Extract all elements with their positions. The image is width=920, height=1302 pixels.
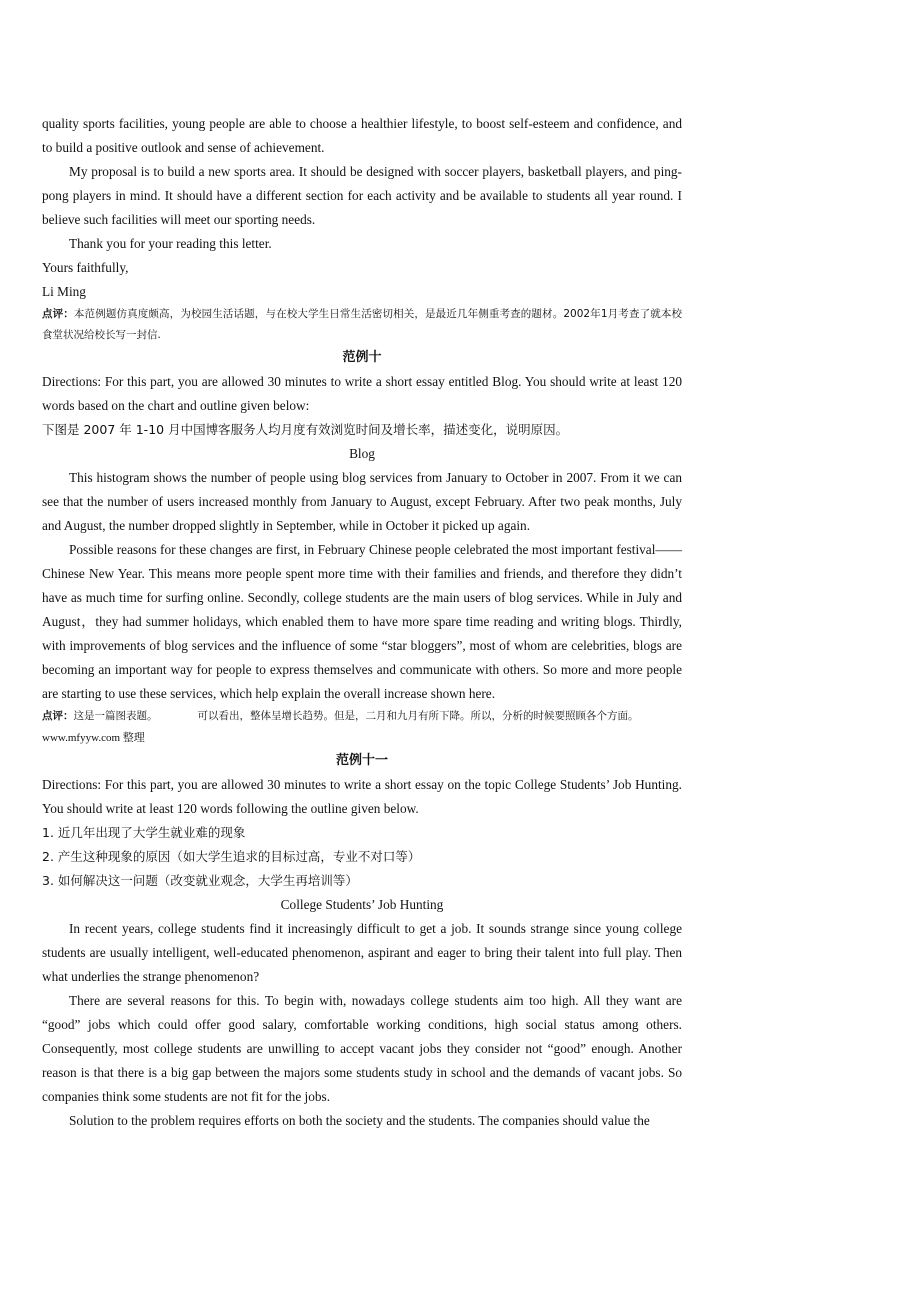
example-11-paragraph-1: In recent years, college students find it increasingly difficult to get a job. It sounds strange since young college students are usually intelligent, well-educated phenomenon, aspirant and eager to bring their talent into full play. Then what underlies the strange phenomenon?: [42, 921, 682, 984]
comment-example-10: [42, 706, 682, 727]
proposal-paragraph: My proposal is to build a new sports area. It should be designed with soccer players, basketball players, and ping-pong players in mind. It should have a different section for each activity and be available to students all year round. I believe such facilities will meet our sporting needs.: [42, 164, 682, 227]
document-page: [42, 112, 682, 1133]
example-10-paragraph-1: This histogram shows the number of people using blog services from January to October in 2007. From it we can see that the number of users increased monthly from January to August, except February. After two peak months, July and August, the number dropped slightly in September, while in October it picked up again.: [42, 470, 682, 533]
closing-line: Yours faithfully,: [42, 260, 129, 275]
comment-label: 点评：: [42, 710, 74, 722]
comment-text-b: 可以看出，整体呈增长趋势。但是，二月和九月有所下降。所以，分析的时候要照顾各个方面。: [197, 710, 639, 722]
example-11-directions: Directions: For this part, you are allowed 30 minutes to write a short essay on the topic College Students’ Job Hunting. You should write at least 120 words following the outline given below.: [42, 777, 682, 816]
source-line: www.mfyyw.com 整理: [42, 732, 145, 744]
thanks-line: Thank you for your reading this letter.: [69, 236, 272, 251]
outline-item: 3. 如何解决这一问题（改变就业观念，大学生再培训等）: [42, 873, 358, 888]
example-10-chinese-prompt: 下图是 2007 年 1-10 月中国博客服务人均月度有效浏览时间及增长率，描述变化，说明原因。: [42, 422, 569, 437]
intro-paragraph-end: quality sports facilities, young people are able to choose a healthier lifestyle, to boost self-esteem and confidence, and to build a positive outlook and sense of achievement.: [42, 116, 682, 155]
comment-text: 本范例题仿真度颇高，为校园生活话题，与在校大学生日常生活密切相关，是最近几年侧重考查的题材。2002年1月考查了就本校食堂状况给校长写一封信.: [42, 308, 682, 341]
example-11-paragraph-2: There are several reasons for this. To begin with, nowadays college students aim too high. All they want are “good” jobs which could offer good salary, comfortable working conditions, high social status among others. Consequently, most college students are unwilling to accept vacant jobs they consider not “good” enough. Another reason is that there is a big gap between the majors some students study in school and the demands of vacant jobs. So companies think some students are not fit for the jobs.: [42, 993, 682, 1104]
example-11-essay-title: College Students’ Job Hunting: [280, 897, 444, 912]
outline-item: 1. 近几年出现了大学生就业难的现象: [42, 825, 246, 840]
comment-label: 点评：: [42, 308, 74, 320]
example-10-paragraph-2: Possible reasons for these changes are first, in February Chinese people celebrated the most important festival——Chinese New Year. This means more people spent more time with their families and friends, and therefore they didn’t have as much time for surfing online. Secondly, college students are the main users of blog services. While in July and August，they had summer holidays, which enabled them to have more spare time reading and writing blogs. Thirdly, with improvements of blog services and the influence of some “star bloggers”, most of whom are celebrities, blogs are becoming an important way for people to express themselves and communicate with others. So more and more people are starting to use these services, which help explain the overall increase shown here.: [42, 542, 682, 701]
comment-example-9: [42, 304, 682, 346]
example-11-paragraph-3: Solution to the problem requires efforts on both the society and the students. The companies should value the: [69, 1113, 650, 1128]
example-10-essay-title: Blog: [349, 446, 375, 461]
outline-item: 2. 产生这种现象的原因（如大学生追求的目标过高，专业不对口等）: [42, 849, 421, 864]
example-10-heading: 范例十: [342, 350, 382, 365]
signature-line: Li Ming: [42, 284, 86, 299]
example-10-directions: Directions: For this part, you are allowed 30 minutes to write a short essay entitled Blog. You should write at least 120 words based on the chart and outline given below:: [42, 374, 682, 413]
comment-text-a: 这是一篇图表题。: [73, 710, 158, 722]
example-11-heading: 范例十一: [335, 753, 388, 768]
